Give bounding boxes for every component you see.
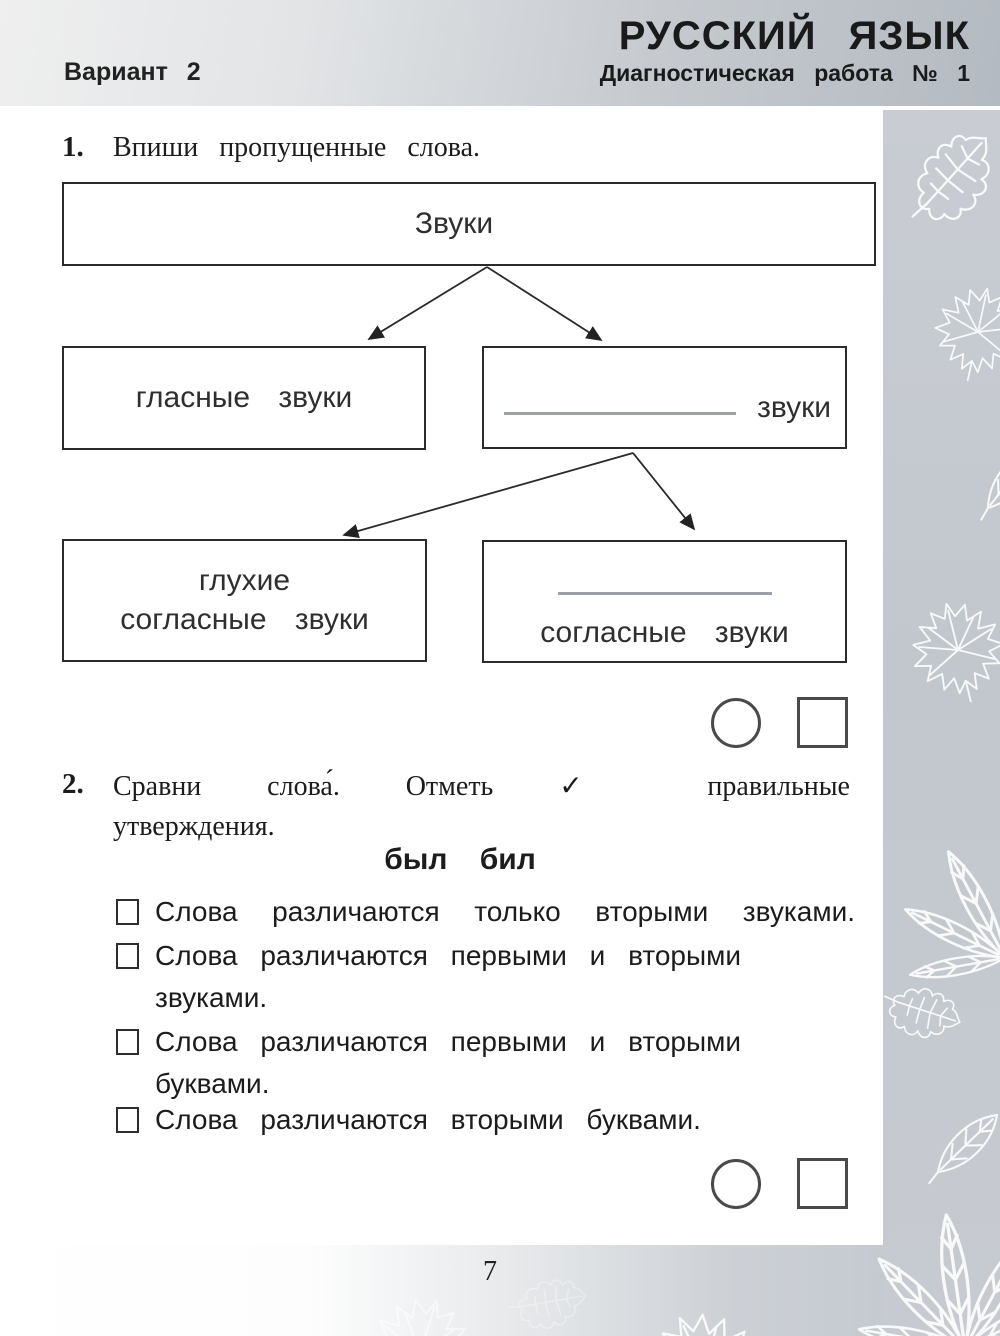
option-3-checkbox[interactable] (116, 1029, 139, 1055)
task1-number: 1. (62, 131, 84, 163)
consonants-suffix-label: согласные звуки (540, 616, 789, 649)
diagram-box-blank-sounds (482, 346, 847, 449)
option-4-label: Слова различаются вторыми буквами. (155, 1104, 701, 1135)
option-2-checkbox[interactable] (116, 943, 139, 969)
option-4-checkbox[interactable] (116, 1107, 139, 1133)
voiceless-label-line2: согласные звуки (120, 603, 369, 636)
option-1-checkbox[interactable] (116, 899, 139, 925)
voiceless-label-line1: глухие (198, 564, 291, 597)
task2-instruction-line1: Сравни слова́. Отметь ✓ правильные (113, 771, 850, 802)
sounds-suffix-label: звуки (757, 391, 831, 424)
option-2-label-line2: звуками. (155, 982, 268, 1013)
task1-instruction: Впиши пропущенные слова. (113, 132, 481, 163)
score-circle-task2[interactable] (711, 1159, 761, 1209)
option-2-label-line1: Слова различаются первыми и вторыми (155, 940, 742, 971)
right-decorative-band (883, 110, 1000, 1336)
page-number: 7 (483, 1256, 497, 1287)
task2-instruction-line2: утверждения. (113, 811, 275, 842)
variant-label: Вариант 2 (64, 58, 201, 86)
sounds-root-label: Звуки (414, 207, 494, 240)
work-subtitle: Диагностическая работа № 1 (599, 60, 970, 86)
option-3-label-line1: Слова различаются первыми и вторыми (155, 1026, 742, 1057)
answer-blank-consonants[interactable] (558, 592, 772, 595)
diagram-box-vowel-sounds (62, 346, 426, 450)
diagram-box-sounds (62, 182, 876, 266)
score-square-task1[interactable] (797, 697, 848, 748)
option-1-label: Слова различаются только вторыми звуками. (155, 896, 855, 927)
answer-blank-sounds[interactable] (504, 412, 736, 415)
vowel-sounds-label: гласные звуки (135, 381, 353, 414)
subject-title: РУССКИЙ ЯЗЫК (618, 14, 970, 58)
diagram-box-voiceless-consonants (62, 539, 427, 662)
task2-number: 2. (62, 768, 84, 800)
score-square-task2[interactable] (797, 1158, 848, 1209)
compare-words: был бил (384, 843, 536, 876)
diagram-box-blank-consonants (482, 540, 847, 663)
score-circle-task1[interactable] (711, 698, 761, 748)
option-3-label-line2: буквами. (155, 1068, 270, 1099)
